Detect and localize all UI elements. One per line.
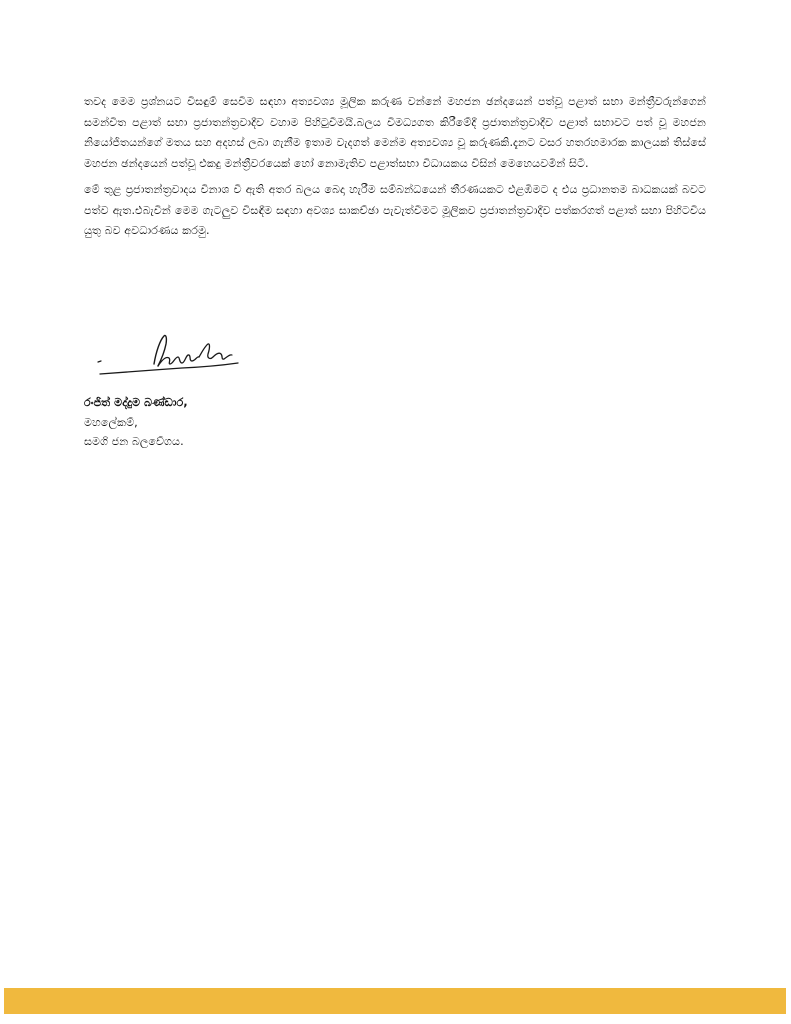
signer-title: මහලේකම්, bbox=[84, 415, 138, 429]
body-paragraph-2: මේ තුළ ප්‍රජාතන්ත්‍රවාදය විනාශ වී ඇති අතර බලය බෙදා හැරීම සම්බන්ධයෙන් තීරණයකට එළඹීමට ද එය ප්‍රධානතම බාධකයක් බවට පත්ව ඇත.එබැවින් මෙම ගැටලුව විසඳීම සඳහා අවශ්‍ය සාකච්ඡා පැවැත්වීමට මූලිකව ප්‍රජාතන්ත්‍රවාදීව පත්කරගත් පළාත් සභා පිහිටවිය යුතු බව අවධාරණය කරමු. bbox=[84, 183, 706, 237]
signature-block bbox=[84, 393, 188, 452]
letter-body bbox=[84, 92, 706, 242]
footer-bar bbox=[4, 988, 786, 1014]
handwritten-signature bbox=[84, 330, 254, 390]
signer-organization: සමගි ජන බලවේගය. bbox=[84, 435, 184, 448]
body-paragraph-1: තවද මෙම ප්‍රශ්නයට විසඳුම් සෙවීම සඳහා අත්‍යවශ්‍ය මූලික කරුණ වන්නේ මහජන ඡන්දයෙන් පත්වූ පළාත් සභා මන්ත්‍රීවරුන්ගෙන් සමන්විත පළාත් සභා ප්‍රජාතන්ත්‍රවාදීව වහාම පිහිටුවීමයි.බලය විමධ්‍යගත කිරීමේදී ප්‍රජාතන්ත්‍රවාදීව පළාත් සභාවට පත් වූ මහජන නියෝජිතයන්ගේ මතය සහ අදහස් ලබා ගැනීම ඉතාම වැදගත් මෙන්ම අත්‍යවශ්‍ය වූ කරුණකි.දැනට වසර හතරහමාරක කාලයක් තිස්සේ මහජන ඡන්දයෙන් පත්වූ එකදු මන්ත්‍රීවරයෙක් හෝ නොමැතිව පළාත්සභා විධායකය විසින් මෙහෙයවමින් සිටී. bbox=[84, 95, 706, 170]
signer-name: රංජිත් මද්දුම බණ්ඩාර, bbox=[84, 396, 188, 409]
